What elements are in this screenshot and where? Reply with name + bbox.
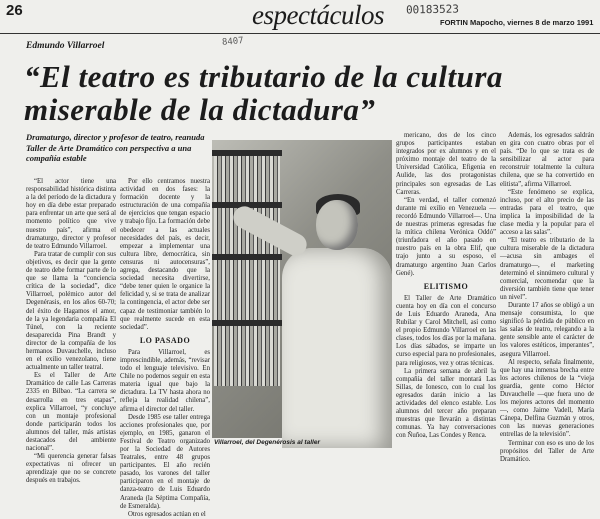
paragraph: Para Villarroel, es imprescindible, además, “revisar todo el lenguaje televisivo. En Chile no podemos seguir en esta materia igual que bajo la dictadura. La TV hasta ahora no refleja la realidad chilena”, afirma el director del taller.	[120, 348, 210, 413]
paragraph: Además, los egresados saldrán en gira con cuatro obras por el país. “De lo que se trata es de sensibilizar al actor para reconstruir totalmente la cultura chilena, que se ha convertido en elitista”, afirma Villarroel.	[500, 132, 594, 188]
paragraph: El Taller de Arte Dramático cuenta hoy en día con el concurso de Luis Eduardo Araneda, Ana Rubilar y Carol Mitchell, así como el propio Edmundo Villarroel en las clases, todos los días por la mañana. Los días sábados, se imparte un curso especial para no profesionales, para religiosos, vez y otras técnicas.	[396, 294, 496, 367]
column-3	[396, 132, 496, 487]
paragraph: Durante 17 años se obligó a un mensaje consumista, lo que significó la pérdida de público en las salas de teatro, relegando a la gente sensible ante el carácter de los valores estéticos, imperantes”, asegura Villarroel.	[500, 301, 594, 358]
bookshelf-books	[214, 326, 280, 386]
byline: Edmundo Villarroel	[26, 41, 105, 51]
person-body	[282, 248, 392, 448]
paragraph: Para tratar de cumplir con sus objetivos, es decir que la gente de teatro debe formar parte de lo que se llama la “conciencia crítica de la sociedad”, dice Villarroel, polémico autor del Degenérasis, en los años 60-70; del éxito de Hagamos el amor, de la ya legendaria compañía El Túnel, con la reciente desaparecida Pina Brandt y director de la compañía de los hermanos Duvauchelle, incluso en el exilio venezolano, tiene actualmente un taller teatral.	[26, 250, 116, 372]
person-head	[316, 200, 358, 250]
paragraph: “El teatro es tributario de la cultura miserable de la dictadura —acusa sin ambages el dramaturgo—, el marketing determinó el sinnúmero cultural y comercial, recomendar que la diversión también tiene que tener un nivel”.	[500, 237, 594, 301]
paragraph: mericano, dos de los cinco grupos participantes estaban integrados por ex alumnos y en el próximo montaje del teatro de la Universidad Católica, Efigenia en Aulide, las dos protagonistas principales son egresadas de Las Carreras.	[396, 132, 496, 196]
paragraph: Es el Taller de Arte Dramático de calle Las Carreras 2335 en Bilbao. “La carrera se desarrolla en tres etapas”, explica Villarroel, “y concluye con un montaje profesional donde participarán todos los alumnos del taller, más artistas destacados del ambiente nacional”.	[26, 372, 116, 453]
subheading: ELITISMO	[423, 281, 469, 291]
paragraph: La primera semana de abril la compañía del taller montará Las Sillas, de Ionesco, con lo cual los egresados darán inicio a las actividades del elenco estable. Los alumnos del tercer año preparan muestras que llevarán a distintas comunas. Ya hay conversaciones con Ñuñoa, Las Condes y Renca.	[396, 367, 496, 440]
handwritten-note: 8407	[221, 36, 245, 48]
headline: “El teatro es tributario de la cultura miserable de la dictadura”	[24, 59, 503, 127]
section-title: espectáculos	[252, 0, 384, 30]
column-4	[500, 132, 594, 487]
paragraph: Al respecto, señala finalmente, que hay una inmensa brecha entre los actores chilenos de la “vieja guardia, gente como Héctor Duvauchelle —que fuera uno de los mejores actores del momento—, como Jaime Vadell, María Cánepa, Delfina Guzmán y otros, con las nuevas generaciones entrellas de la televisión”.	[500, 358, 594, 439]
column-2	[120, 178, 210, 518]
publication-line: FORTIN Mapocho, viernes 8 de marzo 1991	[440, 18, 594, 27]
paragraph: Desde 1985 ese taller entrega acciones profesionales que, por ejemplo, en 1985, ganaron el Festival de Teatro organizado por la Sociedad de Autores Teatrales, entre 48 grupos participantes. El año recién pasado, los varones del taller participaron en el montaje de danza-teatro de Luis Eduardo Araneda (la Séptima Compañía, de Esmeralda).	[120, 413, 210, 510]
bookshelf-books	[214, 156, 280, 202]
header-rule	[0, 33, 600, 34]
photo-caption: Villarroel, del Degenérosis al taller	[214, 439, 320, 446]
column-1	[26, 178, 116, 487]
bookshelf-books	[214, 260, 280, 320]
paragraph: Terminar con eso es uno de los propósitos del Taller de Arte Dramático.	[500, 439, 594, 463]
paragraph: Por ello centramos nuestra actividad en dos fases: la formación docente y la estructuración de una compañía de ejercicios que tengan espacio y trabajo fijo. La formación debe obedecer a las actuales necesidades del país, es decir, empezar a implementar una cultura libre, democrática, sin censuras ni autocensuras”, agrega, destacando que la sociedad necesita divertirse, “debe tener quien le organice la felicidad y, si se trata de analizar la contingencia, el actor debe ser capaz de testimoniar también lo que realmente sucede en esta sociedad”.	[120, 178, 210, 331]
deck: Dramaturgo, director y profesor de teatro, reanuda Taller de Arte Dramático con perspectiva a una compañía estable	[26, 132, 205, 163]
page-number: 26	[6, 2, 23, 19]
paragraph: “El actor tiene una responsabilidad histórica distinta a la del período de la dictadura y hoy en día debe estar preparado para enfrentar un arte que será al momento político que vive nuestro país”, afirma el dramaturgo, director y profesor de teatro Edmundo Villarroel.	[26, 178, 116, 250]
article-photo	[212, 140, 392, 438]
paragraph: “Este fenómeno se explica, incluso, por el alto precio de las entradas para el teatro, que implica la imposibilidad de la clase media y la popular para el acceso a las salas”.	[500, 188, 594, 237]
archive-stamp: 00183523	[405, 2, 460, 17]
subheading: LO PASADO	[139, 335, 191, 345]
paragraph: “Mi querencia generar falsas expectativas ni ofrecer un aprendizaje que no se concrete después en trabajos.	[26, 453, 116, 485]
paragraph: Otros egresados actúan en el	[128, 510, 206, 518]
paragraph: “En verdad, el taller comenzó durante mi exilio en Venezuela —recordó Edmundo Villarroel—. Una de nuestras primeras egresadas fue la mítica chilena Verónica Oddó” (triunfadora el año pasado en nuestro país en la obra Elif, que trajo junto a su esposo, el dramaturgo argentino Juan Carlos Gené).	[396, 196, 496, 277]
